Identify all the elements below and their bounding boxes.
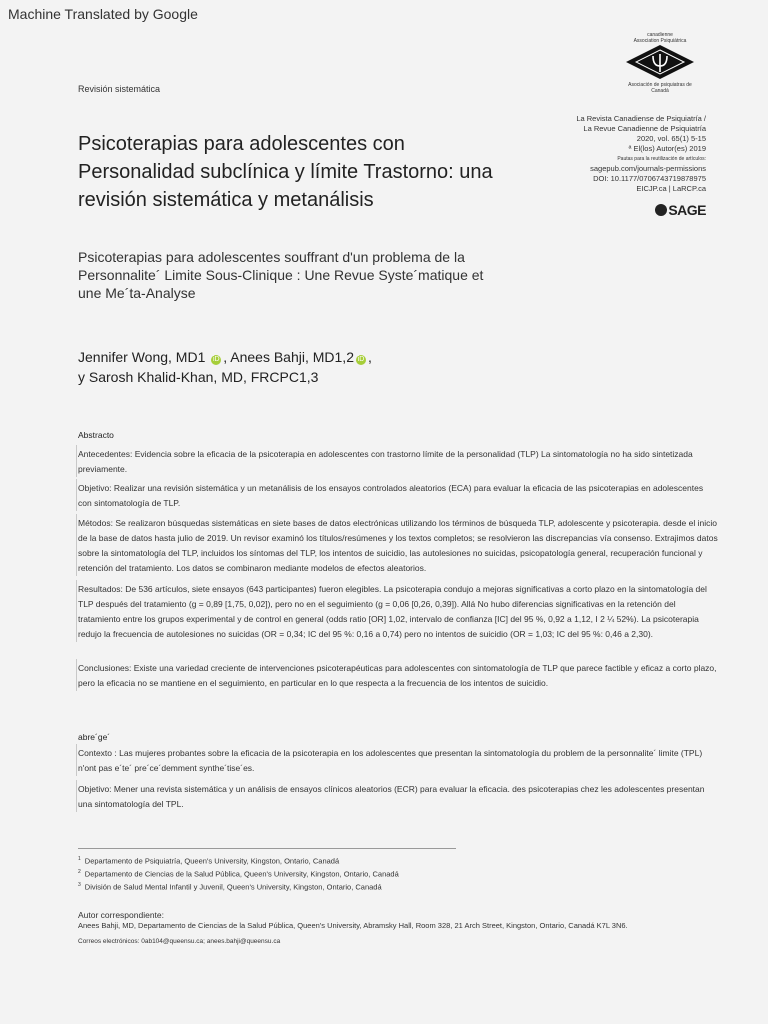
author-separator: , xyxy=(368,349,372,365)
footnote-1 xyxy=(78,856,339,866)
translation-banner: Machine Translated by Google xyxy=(8,6,198,22)
resume-context: Contexto : Las mujeres probantes sobre la eficacia de la psicoterapia en los adolescentes que presentan la sintomatología du problem de la personnalite´ limite (TPL) n'ont pas e´te´ pre´ce´demment synthe´tise´es. xyxy=(78,744,718,776)
journal-volume: 2020, vol. 65(1) 5-15 xyxy=(636,134,706,143)
abstract-methods: Métodos: Se realizaron búsquedas sistemáticas en siete bases de datos electrónicas utilizando los términos de búsqueda TLP, adolescente y psicoterapia. desde el inicio de la base de datos hasta julio de 2019. Un revisor examinó los títulos/resúmenes y los textos completos; se resolvieron las discrepancias vía consenso. Extrajimos datos sobre la sintomatología del TLP, incluidos los síntomas del TLP, los intentos de suicidio, las autolesiones no suicidas, psicopatología general, recuperación funcional y retención del tratamiento. Los datos se combinaron mediante modelos de efectos aleatorios. xyxy=(78,514,718,576)
correspondence-address: Anees Bahji, MD, Departamento de Ciencias de la Salud Pública, Queen's University, Abramsky Hall, Room 328, 21 Arch Street, Kingston, Ontario, Canadá K7L 3N6. xyxy=(78,921,628,930)
logo-bottom-text2: Canadá xyxy=(651,88,669,94)
footnote-marker: 2 xyxy=(78,869,81,875)
footnote-2 xyxy=(78,869,399,879)
footnote-marker: 1 xyxy=(78,856,81,862)
abstract-objective: Objetivo: Realizar una revisión sistemática y un metanálisis de los ensayos controlados aleatorios (ECA) para evaluar la eficacia de las psicoterapias en adolescentes con sintomatología de TLP. xyxy=(78,479,718,511)
footnote-text: Departamento de Ciencias de la Salud Pública, Queen's University, Kingston, Ontario, Canadá xyxy=(84,869,399,879)
logo-top-text2: Association Psiquiátrica xyxy=(633,38,687,44)
permissions-link[interactable]: sagepub.com/journals-permissions xyxy=(590,164,706,173)
journal-info xyxy=(476,114,706,194)
abstract-results: Resultados: De 536 artículos, siete ensayos (643 participantes) fueron elegibles. La psicoterapia condujo a mejoras significativas a corto plazo en la sintomatología del TLP después del tratamiento (g = 0,89 [1,75, 0,02]), pero no en el seguimiento (g = 0,06 [0,26, 0,39]). Allá No hubo diferencias significativas en la retención del tratamiento entre los grupos experimental y de control en general (odds ratio [OR] 1,02, intervalo de confianza [IC] del 95 %, 0,92 a 1,12, I 2 ¼ 52%). La psicoterapia redujo la frecuencia de autolesiones no suicidas (OR = 0,34; IC del 95 %: 0,16 a 0,74) pero no intentos de suicidio (OR = 1,03; IC del 95 %: 0,46 a 2,30). xyxy=(78,580,718,642)
journal-urls[interactable]: EICJP.ca | LaRCP.ca xyxy=(636,184,706,193)
footnote-divider xyxy=(78,848,456,849)
author-list xyxy=(78,347,498,387)
abstract-background: Antecedentes: Evidencia sobre la eficacia de la psicoterapia en adolescentes con trastorno límite de la personalidad (TLP) La sintomatología no ha sido sintetizada previamente. xyxy=(78,445,718,477)
footnote-text: División de Salud Mental Infantil y Juvenil, Queen's University, Kingston, Ontario, Canadá xyxy=(84,882,382,892)
orcid-icon[interactable]: iD xyxy=(357,356,365,363)
footnote-3 xyxy=(78,882,382,892)
doi[interactable]: DOI: 10.1177/0706743719878975 xyxy=(593,174,706,183)
sage-wordmark: SAGE xyxy=(668,202,706,218)
resume-objective: Objetivo: Mener una revista sistemática y un análisis de ensayos clínicos aleatorios (ECR) para evaluar la eficacia. des psicoterapias chez les adolescentes presentan una sintomatología del TPL. xyxy=(78,780,718,812)
logo-top-text: canadienne xyxy=(647,32,673,38)
reuse-guidelines: Pautas para la reutilización de artículos: xyxy=(617,156,706,162)
association-logo xyxy=(620,32,700,94)
journal-name-es: La Revista Canadiense de Psiquiatría / xyxy=(576,114,706,123)
article-subtitle: Psicoterapias para adolescentes souffrant d'un problema de la Personnalite´ Limite Sous-Clinique : Une Revue Syste´matique et une Me´ta-Analyse xyxy=(78,249,484,301)
article-title: Psicoterapias para adolescentes con Personalidad subclínica y límite Trastorno: una revisión sistemática y metanálisis xyxy=(78,133,493,211)
abstract-heading: Abstracto xyxy=(78,430,114,440)
author-2: , Anees Bahji, MD1,2 xyxy=(223,349,354,365)
copyright: ª El(los) Autor(es) 2019 xyxy=(628,144,706,153)
author-1: Jennifer Wong, MD1 xyxy=(78,349,206,365)
correspondence-emails[interactable]: Correos electrónicos: 0ab104@queensu.ca; anees.bahji@queensu.ca xyxy=(78,938,281,945)
orcid-icon[interactable]: iD xyxy=(212,356,220,363)
abstract-conclusions: Conclusiones: Existe una variedad creciente de intervenciones psicoterapéuticas para adolescentes con sintomatología de TLP que parece factible y eficaz a corto plazo, pero la eficacia no se mantiene en el seguimiento, en particular en lo que respecta a la frecuencia de los intentos de suicidio. xyxy=(78,659,718,691)
journal-name-fr: La Revue Canadienne de Psiquiatría xyxy=(583,124,706,133)
psi-emblem-icon xyxy=(620,44,700,80)
footnote-text: Departamento de Psiquiatría, Queen's University, Kingston, Ontario, Canadá xyxy=(84,856,340,866)
correspondence-heading: Autor correspondiente: xyxy=(78,910,164,920)
section-label: Revisión sistemática xyxy=(78,84,161,94)
author-3: y Sarosh Khalid-Khan, MD, FRCPC1,3 xyxy=(78,369,319,385)
sage-mark-icon xyxy=(655,204,667,216)
logo-bottom-text: Asociación de psiquiatras de xyxy=(628,82,692,88)
footnote-marker: 3 xyxy=(78,882,81,888)
resume-heading: abre´ge´ xyxy=(78,732,111,742)
sage-logo xyxy=(655,202,706,218)
